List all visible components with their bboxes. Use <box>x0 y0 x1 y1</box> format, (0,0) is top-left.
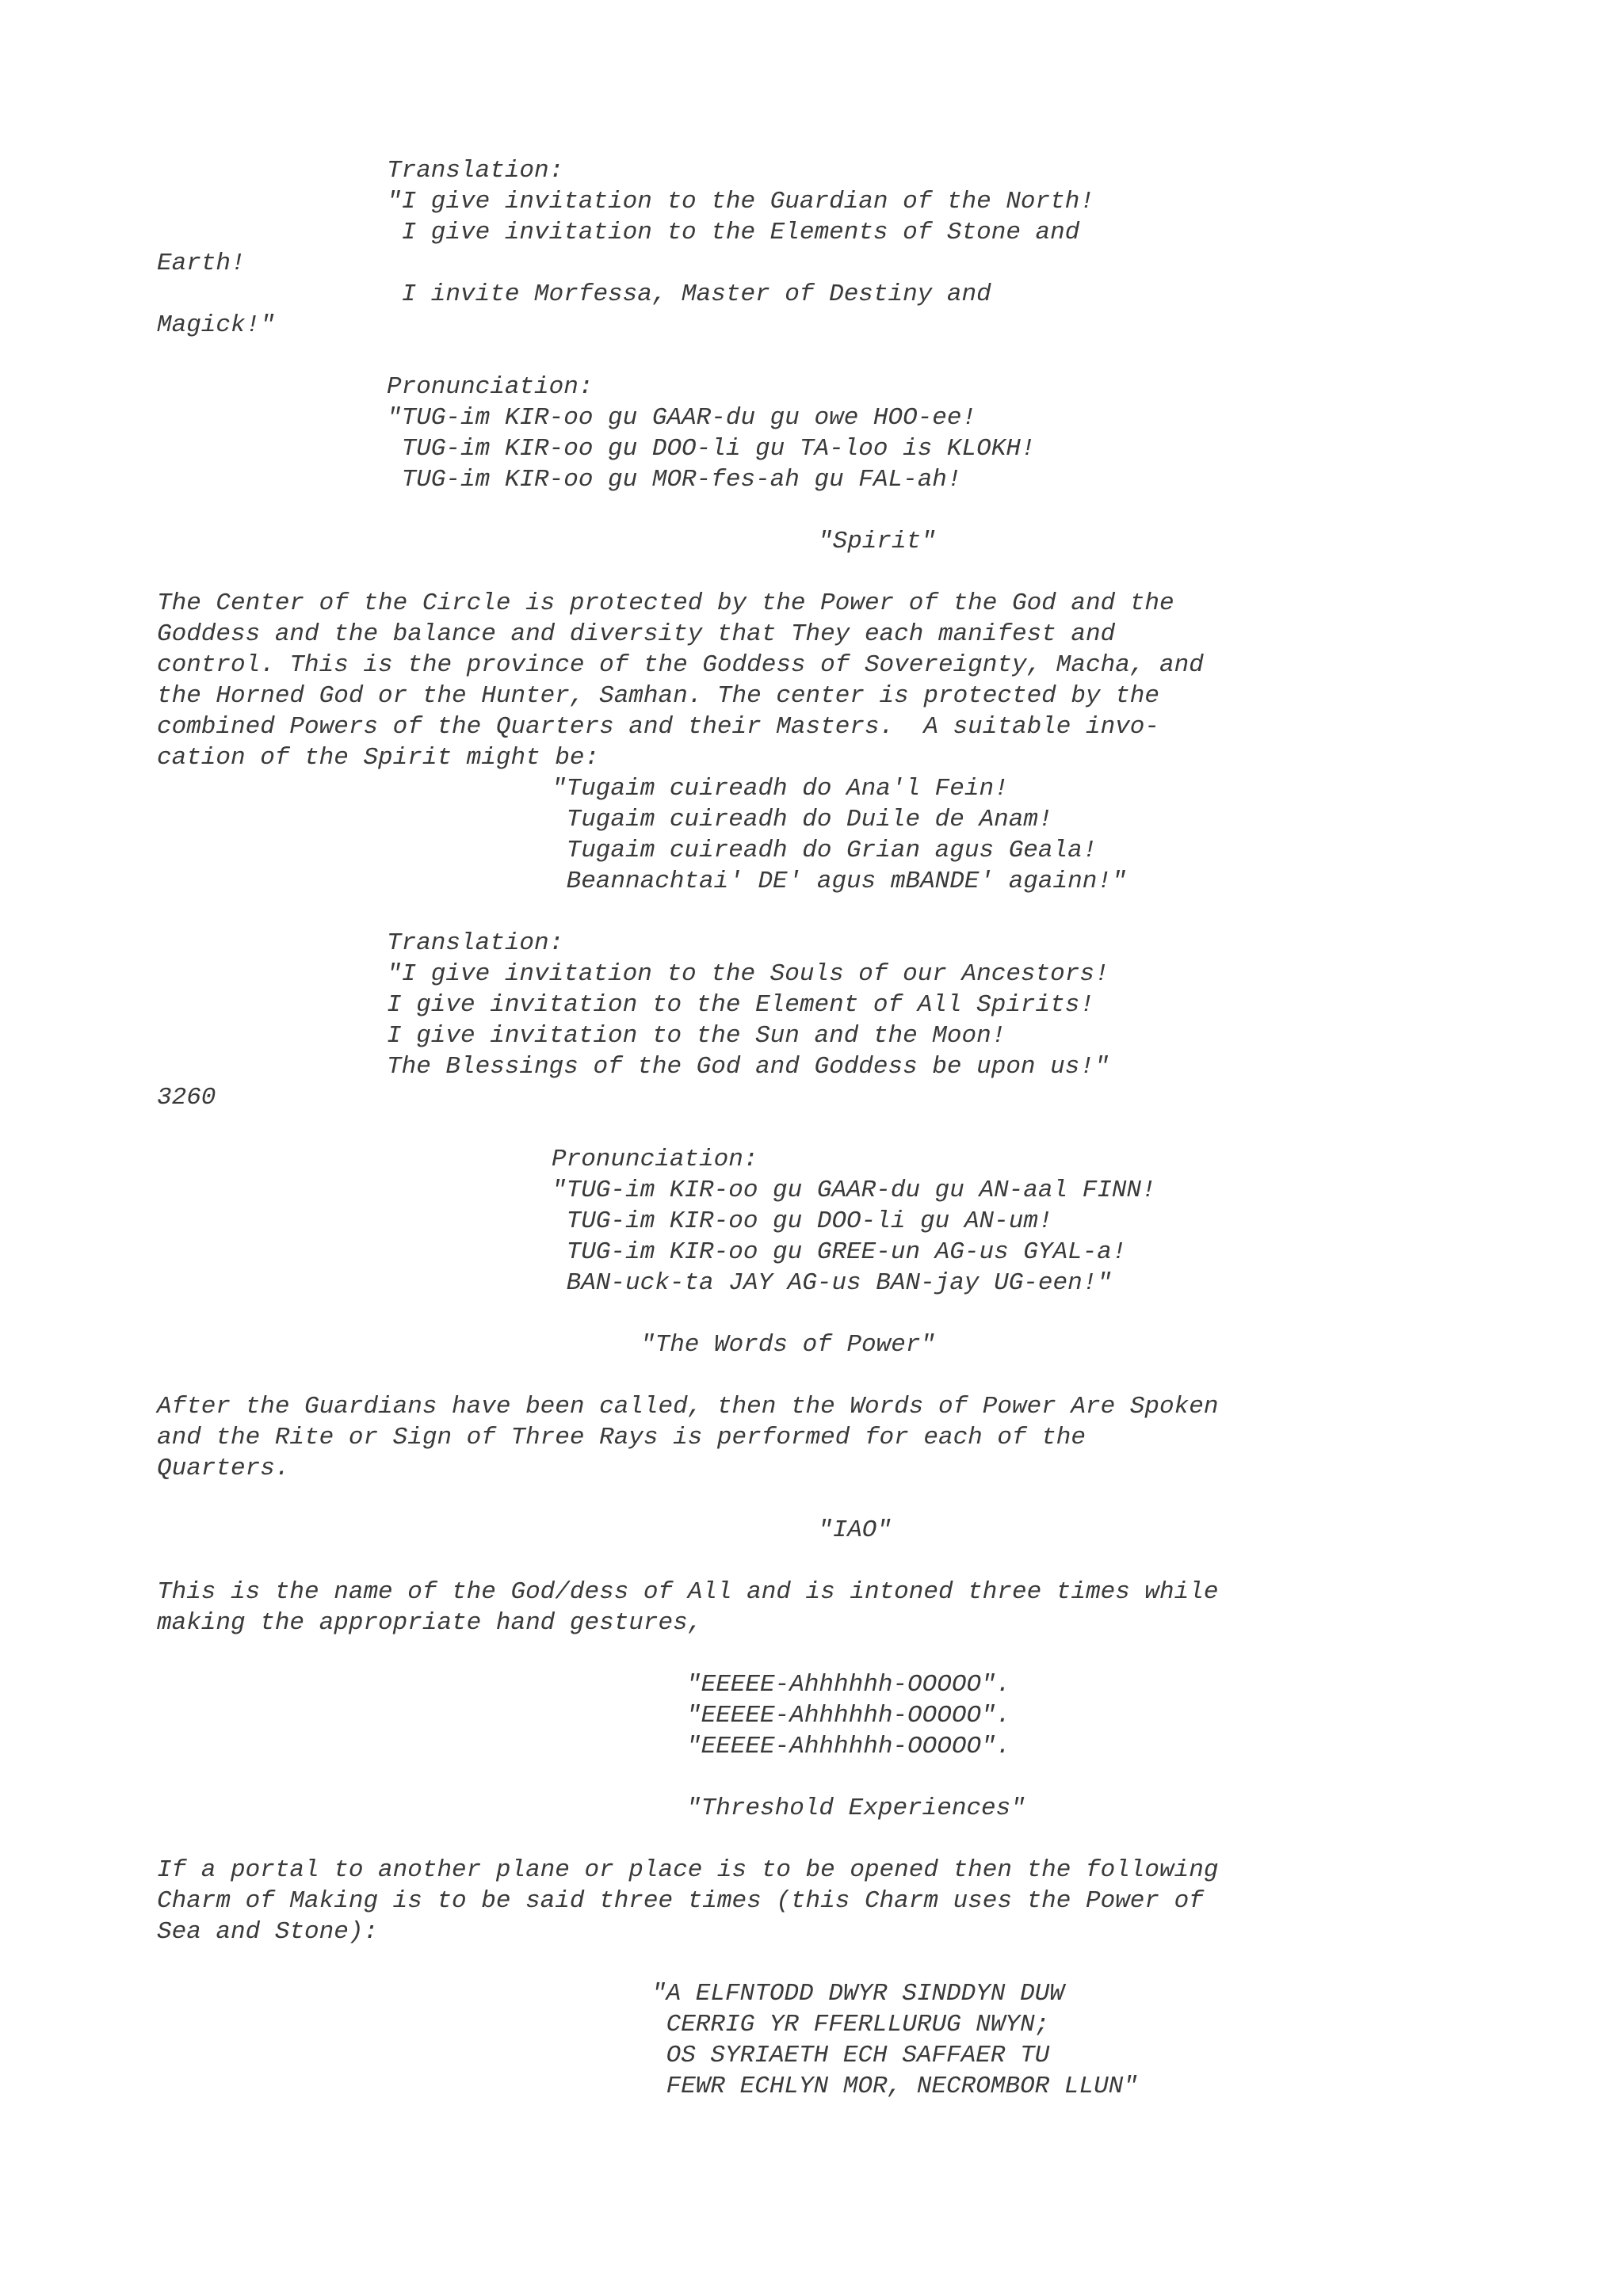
iao-paragraph-line: This is the name of the God/dess of All and is intoned three times while <box>157 1578 1219 1606</box>
charm-line: FEWR ECHLYN MOR, NECROMBOR LLUN" <box>651 2073 1138 2100</box>
iao-chant-line: "EEEEE-Ahhhhhh-OOOOO". <box>686 1671 1011 1699</box>
words-of-power-paragraph-line: Quarters. <box>157 1455 290 1482</box>
spirit-pronunciation-line: BAN-uck-ta JAY AG-us BAN-jay UG-een!" <box>552 1269 1112 1297</box>
north-translation-line: I give invitation to the Elements of Stone and <box>387 219 1080 246</box>
north-translation-line: Earth! <box>157 250 246 277</box>
spirit-paragraph-line: The Center of the Circle is protected by the Power of the God and the <box>157 589 1174 617</box>
charm-line: "A ELFNTODD DWYR SINDDYN DUW <box>651 1980 1064 2008</box>
north-pronunciation-label: Pronunciation: <box>387 373 594 401</box>
charm-line: OS SYRIAETH ECH SAFFAER TU <box>651 2042 1050 2069</box>
words-of-power-heading: "The Words of Power" <box>640 1331 936 1359</box>
words-of-power-paragraph-line: and the Rite or Sign of Three Rays is performed for each of the <box>157 1424 1086 1451</box>
north-pronunciation-line: TUG-im KIR-oo gu MOR-fes-ah gu FAL-ah! <box>387 466 962 494</box>
threshold-paragraph-line: Sea and Stone): <box>157 1918 379 1946</box>
north-translation-line: Magick!" <box>157 311 275 339</box>
spirit-pronunciation-label: Pronunciation: <box>552 1146 758 1173</box>
spirit-translation-label: Translation: <box>387 929 564 957</box>
spirit-pronunciation-line: "TUG-im KIR-oo gu GAAR-du gu AN-aal FINN! <box>552 1177 1156 1204</box>
spirit-heading: "Spirit" <box>818 528 936 555</box>
threshold-paragraph-line: If a portal to another plane or place is to be opened then the following <box>157 1856 1219 1884</box>
spirit-translation-line: "I give invitation to the Souls of our Ancestors! <box>387 960 1109 988</box>
spirit-translation-line: I give invitation to the Element of All Spirits! <box>387 991 1094 1019</box>
spirit-invocation-line: Tugaim cuireadh do Duile de Anam! <box>552 806 1053 833</box>
iao-chant-line: "EEEEE-Ahhhhhh-OOOOO". <box>686 1702 1011 1730</box>
spirit-translation-line: I give invitation to the Sun and the Moon! <box>387 1022 1006 1050</box>
threshold-paragraph-line: Charm of Making is to be said three times (this Charm uses the Power of <box>157 1887 1204 1915</box>
words-of-power-paragraph-line: After the Guardians have been called, then the Words of Power Are Spoken <box>157 1393 1219 1421</box>
threshold-heading: "Threshold Experiences" <box>686 1794 1025 1822</box>
spirit-paragraph-line: the Horned God or the Hunter, Samhan. The center is protected by the <box>157 682 1160 710</box>
spirit-pronunciation-line: TUG-im KIR-oo gu DOO-li gu AN-um! <box>552 1207 1053 1235</box>
iao-paragraph-line: making the appropriate hand gestures, <box>157 1609 703 1637</box>
spirit-translation-line: The Blessings of the God and Goddess be upon us!" <box>387 1053 1109 1081</box>
spirit-paragraph-line: combined Powers of the Quarters and their Masters. A suitable invo- <box>157 713 1160 741</box>
spirit-pronunciation-line: TUG-im KIR-oo gu GREE-un AG-us GYAL-a! <box>552 1238 1127 1266</box>
north-translation-label: Translation: <box>387 157 564 185</box>
iao-heading: "IAO" <box>818 1516 892 1544</box>
page-number: 3260 <box>157 1084 216 1112</box>
north-translation-line: I invite Morfessa, Master of Destiny and <box>387 280 991 308</box>
north-translation-line: "I give invitation to the Guardian of the North! <box>387 188 1094 215</box>
iao-chant-line: "EEEEE-Ahhhhhh-OOOOO". <box>686 1733 1011 1760</box>
spirit-paragraph-line: control. This is the province of the Goddess of Sovereignty, Macha, and <box>157 651 1204 679</box>
spirit-invocation-line: Beannachtai' DE' agus mBANDE' againn!" <box>552 868 1127 895</box>
charm-line: CERRIG YR FFERLLURUG NWYN; <box>651 2011 1050 2039</box>
north-pronunciation-line: "TUG-im KIR-oo gu GAAR-du gu owe HOO-ee! <box>387 404 977 432</box>
spirit-invocation-line: Tugaim cuireadh do Grian agus Geala! <box>552 837 1098 864</box>
spirit-paragraph-line: cation of the Spirit might be: <box>157 744 600 772</box>
spirit-paragraph-line: Goddess and the balance and diversity that They each manifest and <box>157 620 1116 648</box>
spirit-invocation-line: "Tugaim cuireadh do Ana'l Fein! <box>552 775 1009 803</box>
north-pronunciation-line: TUG-im KIR-oo gu DOO-li gu TA-loo is KLOKH! <box>387 435 1036 463</box>
